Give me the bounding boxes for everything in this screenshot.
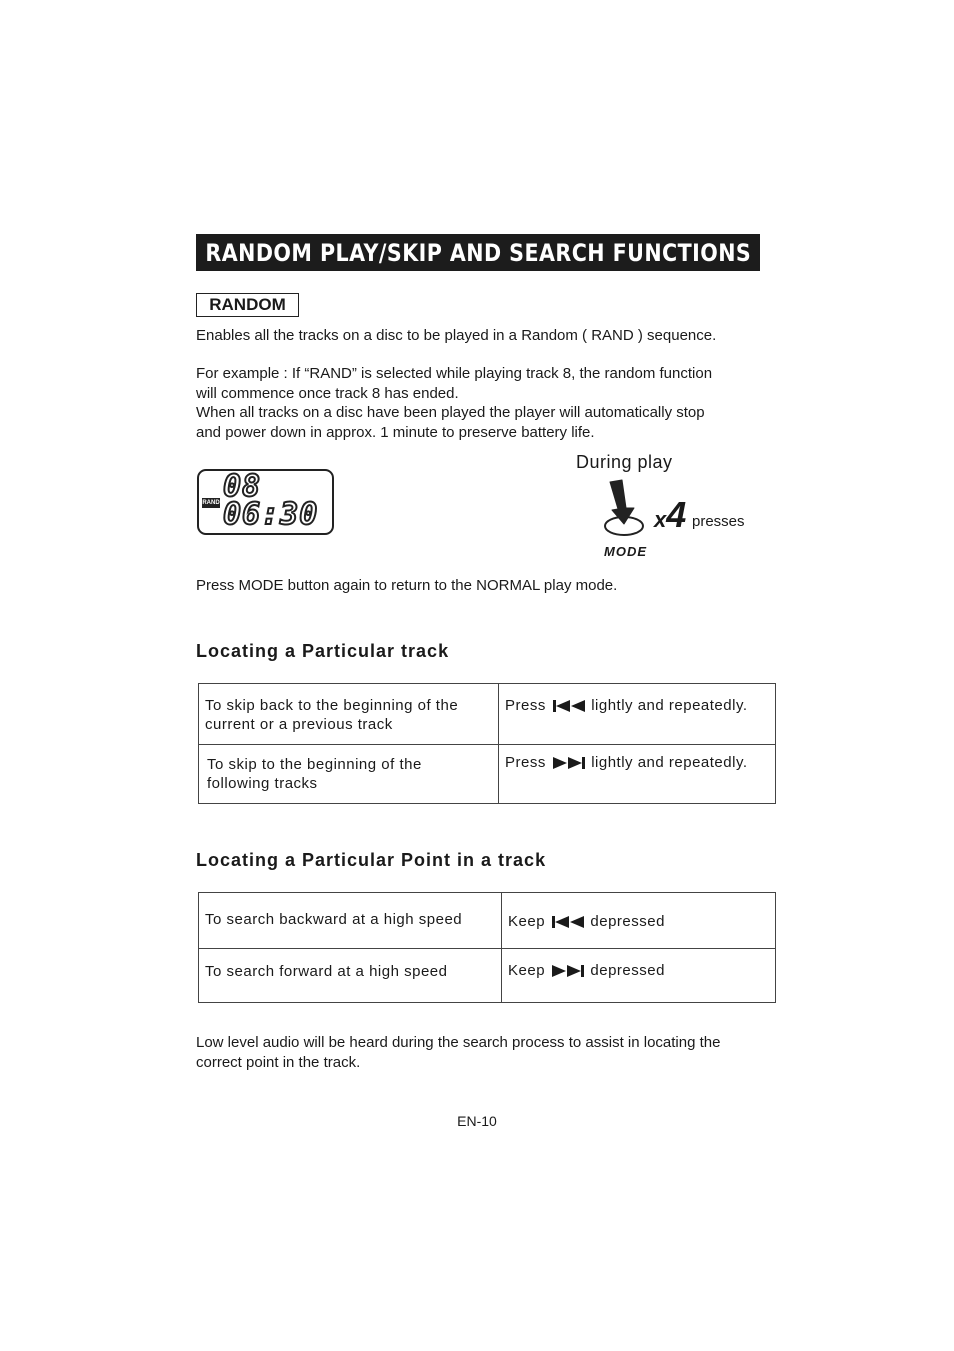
row-desc-line: current or a previous track — [205, 716, 393, 733]
locating-point-heading: Locating a Particular Point in a track — [196, 850, 547, 870]
row-desc-line: To skip back to the beginning of the — [205, 697, 459, 714]
example-line: and power down in approx. 1 minute to preserve battery life. — [196, 423, 595, 441]
random-intro: Enables all the tracks on a disc to be played in a Random ( RAND ) sequence. — [196, 327, 717, 344]
closing-note — [196, 1033, 766, 1072]
locating-point-table — [198, 892, 776, 1003]
closing-line: correct point in the track. — [196, 1053, 361, 1071]
page-number: EN-10 — [457, 1113, 497, 1129]
lcd-display — [197, 469, 334, 535]
action-prefix: Keep — [508, 913, 546, 930]
row-desc: To search backward at a high speed — [205, 911, 463, 928]
table-cell — [499, 745, 776, 804]
action-prefix: Press — [505, 754, 546, 771]
during-play-label: During play — [576, 452, 673, 472]
table-cell — [199, 893, 502, 949]
table-row — [199, 893, 776, 949]
lcd-track-number: 08 — [223, 469, 262, 504]
random-section-label: RANDOM — [196, 293, 299, 317]
example-line: For example : If “RAND” is selected while playing track 8, the random function — [196, 365, 713, 382]
table-cell — [199, 949, 502, 1003]
table-row — [199, 745, 776, 804]
table-cell — [199, 684, 499, 745]
lcd-time: 06:30 — [223, 497, 319, 532]
row-desc-line: To skip to the beginning of the — [207, 756, 422, 773]
row-desc: To search forward at a high speed — [205, 963, 448, 980]
mode-button-label: MODE — [604, 544, 647, 559]
table-cell — [502, 893, 776, 949]
skip-forward-icon — [553, 757, 585, 769]
skip-forward-icon — [552, 965, 584, 977]
press-count-x: x — [654, 507, 667, 532]
locating-track-table — [198, 683, 776, 804]
row-desc-line: following tracks — [207, 775, 318, 792]
locating-track-heading: Locating a Particular track — [196, 641, 450, 661]
presses-label: presses — [692, 513, 745, 530]
action-suffix: depressed — [590, 962, 665, 979]
skip-back-icon — [552, 916, 584, 928]
example-line: will commence once track 8 has ended. — [196, 384, 459, 402]
skip-back-icon — [553, 700, 585, 712]
press-mode-icon — [600, 478, 656, 542]
action-suffix: depressed — [590, 913, 665, 930]
action-prefix: Press — [505, 697, 546, 714]
page-title-text: RANDOM PLAY/SKIP AND SEARCH FUNCTIONS — [205, 238, 751, 267]
table-cell — [499, 684, 776, 745]
random-example — [196, 364, 766, 442]
example-line: When all tracks on a disc have been played the player will automatically stop — [196, 404, 705, 421]
table-cell — [199, 745, 499, 804]
action-suffix: lightly and repeatedly. — [591, 697, 748, 714]
closing-line: Low level audio will be heard during the search process to assist in locating the — [196, 1034, 721, 1051]
page-title — [196, 234, 760, 271]
table-row — [199, 684, 776, 745]
return-note: Press MODE button again to return to the NORMAL play mode. — [196, 577, 618, 594]
action-suffix: lightly and repeatedly. — [591, 754, 748, 771]
table-row — [199, 949, 776, 1003]
press-count-number: 4 — [666, 494, 687, 535]
table-cell — [502, 949, 776, 1003]
action-prefix: Keep — [508, 962, 546, 979]
press-count — [654, 494, 686, 536]
rand-indicator: RAND — [202, 500, 220, 506]
